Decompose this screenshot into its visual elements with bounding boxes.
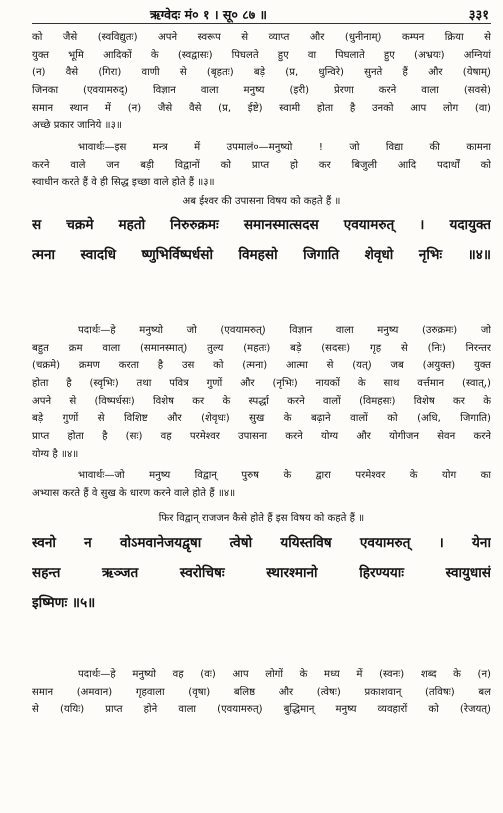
text-line: योग्य है ॥४॥ (32, 448, 79, 460)
text-line: समान (अमवान) गृहवाला (वृषा) बलिष्ठ और (त्वेषः) प्रकाशवान् (तविषः) बल (32, 686, 491, 698)
text-line: से (ययिः) प्राप्त होने वाला (एवयामरुत्) बुद्धिमान् मनुष्य व्यवहारों को (रेजयत्) (32, 704, 491, 716)
text-line: जिनका (एवयामरुद्) विज्ञान वाला मनुष्य (इरी) प्रेरणा करने वाला (सवसे) (32, 85, 491, 97)
padartha-4 (32, 322, 491, 464)
text-line: करने वाले जन बड़ी विद्वानों को प्राप्त हो कर बिजुली आदि पदार्थों को (32, 159, 491, 171)
text-line: पदार्थः—हे मनुष्यो वह (वः) आप लोगों के मध्य में (स्वनः) शब्द के (न) (78, 669, 491, 680)
text-line: अच्छे प्रकार जानिये ॥३॥ (32, 120, 122, 132)
text-line: अभ्यास करते हैं वे सुख के धारण करने वाले होते हैं ॥४॥ (32, 487, 236, 499)
verse-line: स चक्रमे महतो निरुरुक्रमः समानस्मात्सदस एवयामरुत् । यदायुक्त (32, 217, 491, 233)
bhavartha-4 (32, 467, 491, 502)
header-rule (32, 23, 491, 24)
text-line: बड़े गुणों से विशिष्ट और (शेवृधः) सुख के बढ़ाने वालों को (अधि, जिगाति) (32, 413, 491, 425)
mantra-5 (32, 528, 491, 618)
text-line: युक्त भूमि आदिकों के (स्वद्वासः) पिघलते हुए वा पिघलाते हुए (अभ्रयः) अग्नियां (32, 49, 491, 61)
text-line: होता है (स्वृभिः) तथा पवित्र गुणों और (नृभिः) नायकों के साथ वर्त्तमान (स्वात्,) (32, 378, 491, 390)
verse-line: इष्मिणः ॥५॥ (32, 595, 96, 611)
verse-line: स्वनो न वोऽमवानेजयद्वृषा त्वेषो ययिस्तविष एवयामरुत् । येना (32, 535, 491, 551)
paragraph-continued (32, 29, 491, 135)
text-line: (न) वैसे (गिरा) वाणी से (बृहतः) बड़े (प्र, धुन्विरे) सुनते हैं और (येषाम्) (32, 67, 491, 79)
verse-line: त्मना स्वादधि ष्णुभिर्विष्पर्धसो विमहसो जिगाति शेवृधो नृभिः ॥४॥ (32, 247, 491, 263)
text-line: भावार्थः—जो मनुष्य विद्वान् पुरुष के द्वारा परमेश्वर के योग का (78, 470, 491, 481)
verse-line: सहन्त ऋञ्जत स्वरोचिषः स्थारश्मानो हिरण्ययाः स्वायुधासं (32, 565, 491, 581)
mantra-4 (32, 210, 491, 270)
text-line: प्राप्त होता है (सः) वह परमेश्वर उपासना करने योग्य और योगीजन सेवन करने (32, 431, 491, 443)
text-line: को जैसे (स्वविद्युतः) अपने स्वरूप से व्याप्त और (धुनीनाम्) कम्पन क्रिया से (32, 32, 491, 43)
padartha-5 (32, 666, 491, 719)
text-line: अपने से (विष्पर्धसः) विशेष कर के स्पर्द्धा करने वालों (विमहसः) विशेष कर के (32, 395, 491, 407)
running-title: ऋग्वेदः मं० १ । सू० ८७ ॥ (150, 7, 268, 22)
text-line: बहुत क्रम वाला (समानस्मात्) तुल्य (महतः) बड़े (सदसः) गृह से (निः) निरन्तर (32, 342, 491, 354)
section-intro: फिर विद्वान् राजजन कैसे होते हैं इस विषय को कहते हैं ॥ (158, 513, 365, 524)
text-line: पदार्थः—हे मनुष्यो जो (एवयामरुत्) विज्ञान वाला मनुष्य (उरुक्रमः) जो (78, 325, 491, 336)
page-number: ३३१ (468, 8, 489, 23)
section-intro: अब ईश्वर की उपासना विषय को कहते हैं ॥ (182, 196, 341, 207)
text-line: भावार्थः—इस मन्त्र में उपमालं०—मनुष्यो ! जो विद्या की कामना (78, 142, 491, 153)
bhavartha-3 (32, 139, 491, 192)
text-line: स्वाधीन करते हैं वे ही सिद्ध इच्छा वाले होते हैं ॥३॥ (32, 177, 215, 189)
text-line: (चक्रमे) क्रमण करता है उस को (त्मना) आत्मा से (यत्) जब (अयुक्त) युक्त (32, 360, 491, 372)
text-line: समान स्थान में (न) जैसे वैसे (प्र, ईष्टे) स्वामी होता है उनको आप लोग (वा) (32, 102, 491, 114)
